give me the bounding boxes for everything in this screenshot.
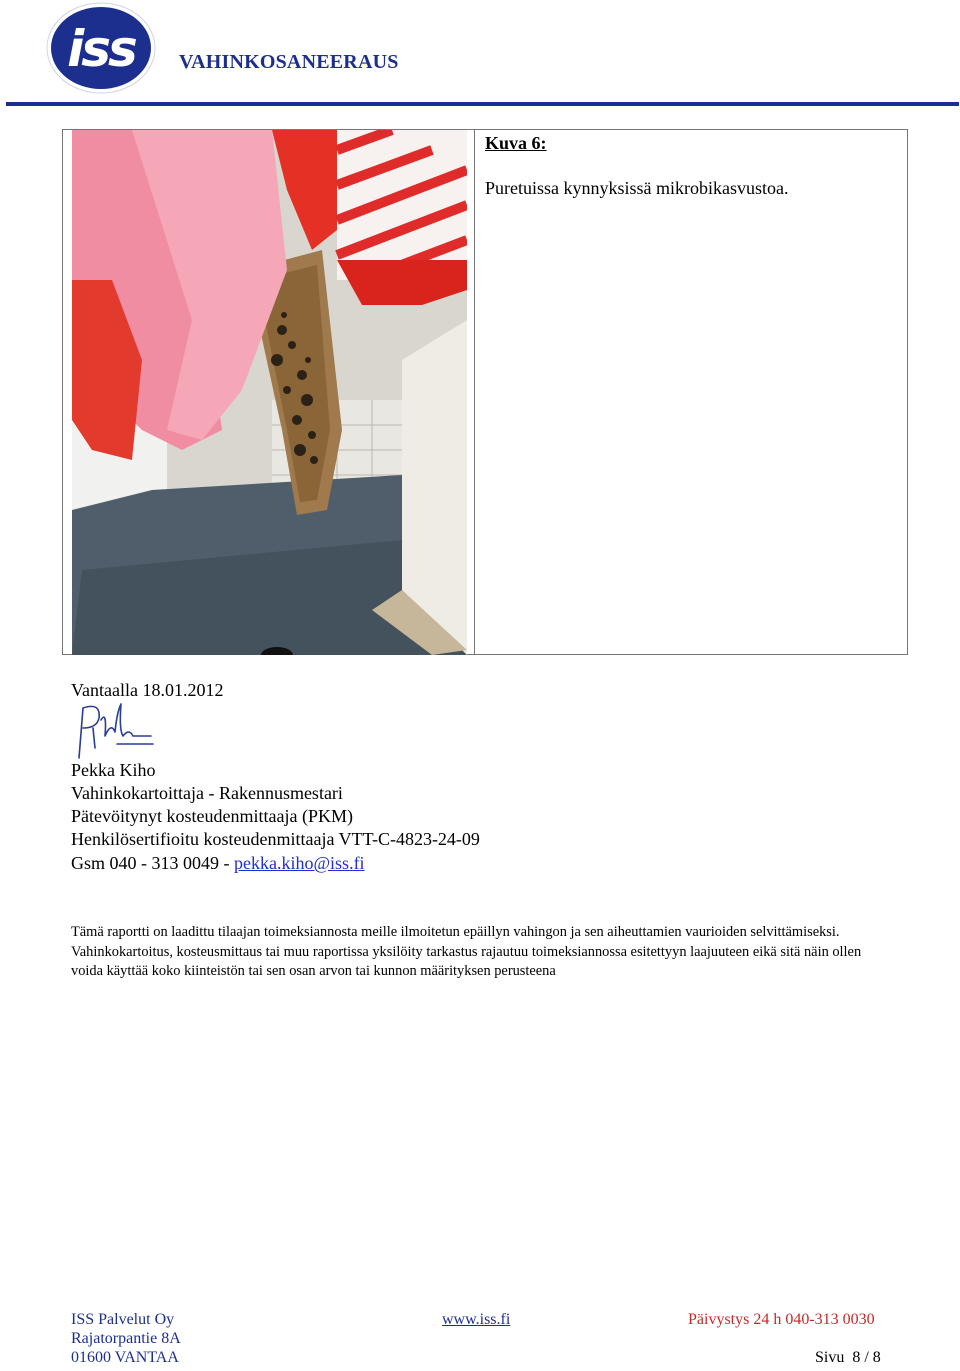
footer-website-link[interactable]: www.iss.fi bbox=[442, 1311, 511, 1328]
signer-qualification: Pätevöitynyt kosteudenmittaaja (PKM) bbox=[71, 806, 353, 826]
footer-street: Rajatorpantie 8A bbox=[71, 1330, 181, 1347]
gsm-number: Gsm 040 - 313 0049 - bbox=[71, 853, 234, 873]
photo-caption-title: Kuva 6: bbox=[485, 133, 547, 153]
photo-caption-text: Puretuissa kynnyksissä mikrobikasvustoa. bbox=[485, 178, 789, 198]
damage-photo bbox=[72, 130, 467, 655]
footer-duty-phone: Päivystys 24 h 040-313 0030 bbox=[688, 1311, 875, 1328]
signer-role: Vahinkokartoittaja - Rakennusmestari bbox=[71, 783, 343, 803]
footer-company: ISS Palvelut Oy bbox=[71, 1311, 175, 1328]
footer-city: 01600 VANTAA bbox=[71, 1349, 179, 1366]
signer-name: Pekka Kiho bbox=[71, 760, 156, 780]
disclaimer-text: Tämä raportti on laadittu tilaajan toimeksiannosta meille ilmoitetun epäillyn vahingon ja sen aiheuttamien vaurioiden selvittämiseksi. Vahinkokartoitus, kosteusmittaus tai muu raportissa yksilöity tarkastus rajautuu toimeksiannossa esitettyyn laajuuteen eikä sitä näin ollen voida käyttää koko kiinteistön tai sen osan arvon tai kunnon määrityksen perusteena bbox=[71, 924, 862, 979]
signature bbox=[71, 700, 155, 762]
page-number: Sivu 8 / 8 bbox=[815, 1349, 881, 1366]
logo-text: iss bbox=[67, 20, 135, 78]
email-link[interactable]: pekka.kiho@iss.fi bbox=[234, 853, 365, 873]
signer-certification: Henkilösertifioitu kosteudenmittaaja VTT-C-4823-24-09 bbox=[71, 829, 480, 849]
iss-logo bbox=[46, 2, 156, 94]
header-divider bbox=[6, 102, 959, 106]
place-date: Vantaalla 18.01.2012 bbox=[71, 680, 224, 700]
signer-contact bbox=[71, 853, 365, 874]
photo-column-divider bbox=[474, 130, 475, 654]
photo-table bbox=[62, 129, 908, 655]
header-title: VAHINKOSANEERAUS bbox=[179, 51, 399, 73]
